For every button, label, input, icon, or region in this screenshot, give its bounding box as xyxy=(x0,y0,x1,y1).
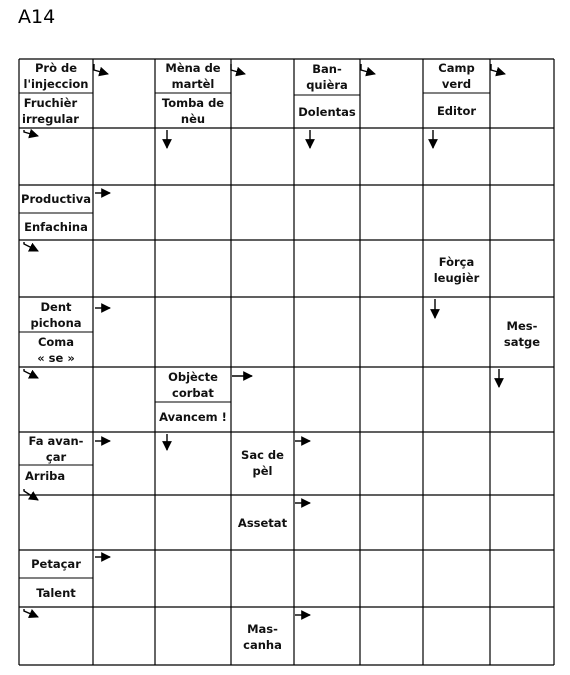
clue-coma-se: Coma « se » xyxy=(37,334,75,365)
clue-enfachina: Enfachina xyxy=(24,219,88,234)
clue-tomba-de-neu: Tomba de nèu xyxy=(161,95,225,126)
clue-dent-pichona: Dent pichona xyxy=(30,299,82,330)
grid-lines xyxy=(19,59,554,665)
arrow-right-down-icon xyxy=(24,130,38,136)
arrow-down-right-icon xyxy=(361,64,375,74)
arrow-right-down-icon xyxy=(24,242,38,251)
clue-editor: Editor xyxy=(436,103,477,118)
clue-petacar: Petaçar xyxy=(31,557,81,571)
clue-pro-de-linjeccion: Prò de l'injeccion xyxy=(23,61,89,91)
clue-objecte-corbat: Objècte corbat xyxy=(168,369,218,400)
clue-dolentas: Dolentas xyxy=(298,104,356,119)
clue-camp-verd: Camp verd xyxy=(438,61,475,91)
clue-mena-de-martel: Mèna de martèl xyxy=(165,61,221,91)
arrow-down-right-icon xyxy=(94,64,108,74)
clue-fruchier-irregular: Fruchièr irregular xyxy=(22,95,79,126)
arrow-right-down-icon xyxy=(24,369,38,378)
clue-productiva: Productiva xyxy=(21,192,91,206)
clue-talent: Talent xyxy=(36,585,76,600)
arrow-down-right-icon xyxy=(491,64,505,74)
arrow-right-down-icon xyxy=(24,609,38,617)
clue-assetat: Assetat xyxy=(237,516,288,530)
clue-banquiera: Ban- quièra xyxy=(306,62,348,92)
arrow-down-right-icon xyxy=(231,64,245,74)
clue-forca-leugier: Fòrça leugièr xyxy=(433,255,480,285)
clue-arrows xyxy=(24,64,505,617)
clue-mascanha: Mas- canha xyxy=(243,622,282,652)
clue-avancem: Avancem ! xyxy=(159,410,227,424)
clue-messatge: Mes- satge xyxy=(503,319,541,349)
clue-fa-avancar: Fa avan- çar xyxy=(28,433,84,464)
clue-arriba: Arriba xyxy=(25,469,66,483)
clue-sac-de-pel: Sac de pèl xyxy=(241,448,284,478)
puzzle-id: A14 xyxy=(18,6,56,28)
